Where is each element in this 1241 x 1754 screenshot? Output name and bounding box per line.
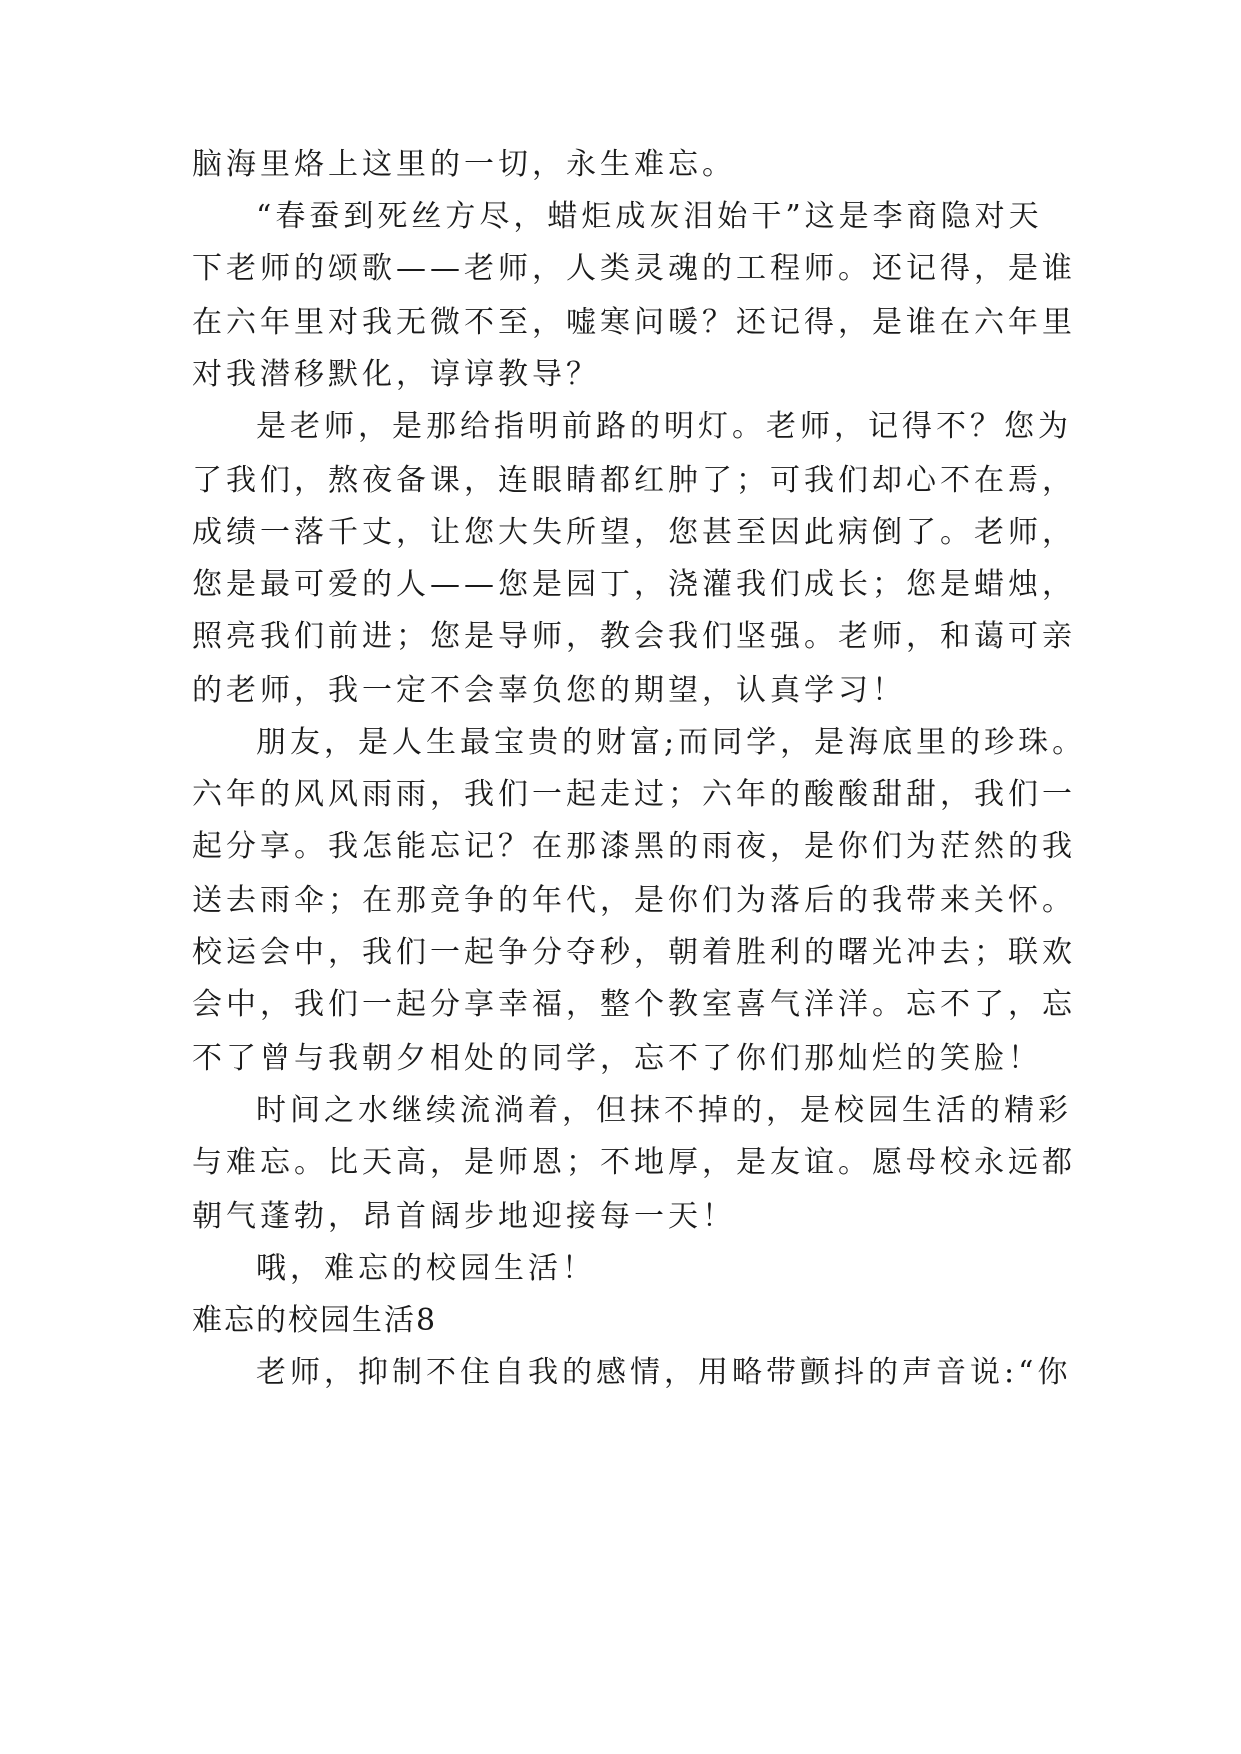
paragraph-line: 对我潜移默化，谆谆教导？	[192, 357, 600, 392]
paragraph-line: 脑海里烙上这里的一切，永生难忘。	[192, 147, 736, 182]
section-heading: 难忘的校园生活8	[192, 1303, 438, 1338]
paragraph-line: 照亮我们前进；您是导师，教会我们坚强。老师，和蔼可亲	[192, 619, 1076, 654]
paragraph-line: 起分享。我怎能忘记？在那漆黑的雨夜，是你们为茫然的我	[192, 829, 1076, 864]
paragraph-line: 您是最可爱的人——您是园丁，浇灌我们成长；您是蜡烛，	[192, 567, 1076, 602]
paragraph-line: 了我们，熬夜备课，连眼睛都红肿了；可我们却心不在焉，	[192, 463, 1076, 498]
paragraph-line: 校运会中，我们一起争分夺秒，朝着胜利的曙光冲去；联欢	[192, 935, 1076, 970]
paragraph-line: 的老师，我一定不会辜负您的期望，认真学习！	[192, 673, 906, 708]
paragraph-line: 成绩一落千丈，让您大失所望，您甚至因此病倒了。老师，	[192, 515, 1076, 550]
paragraph-line: 哦，难忘的校园生活！	[256, 1251, 596, 1286]
paragraph-line: 老师，抑制不住自我的感情，用略带颤抖的声音说:“你	[256, 1355, 1072, 1390]
paragraph-line: 下老师的颂歌——老师，人类灵魂的工程师。还记得，是谁	[192, 251, 1076, 286]
paragraph-line: 时间之水继续流淌着，但抹不掉的，是校园生活的精彩	[256, 1093, 1072, 1128]
paragraph-line: 六年的风风雨雨，我们一起走过；六年的酸酸甜甜，我们一	[192, 777, 1076, 812]
paragraph-line: 送去雨伞；在那竞争的年代，是你们为落后的我带来关怀。	[192, 883, 1076, 918]
paragraph-line: 与难忘。比天高，是师恩；不地厚，是友谊。愿母校永远都	[192, 1145, 1076, 1180]
paragraph-line: 在六年里对我无微不至，嘘寒问暖？还记得，是谁在六年里	[192, 305, 1076, 340]
paragraph-line: 是老师，是那给指明前路的明灯。老师，记得不？您为	[256, 409, 1072, 444]
paragraph-line: “春蚕到死丝方尽，蜡炬成灰泪始干”这是李商隐对天	[256, 199, 1043, 234]
paragraph-line: 会中，我们一起分享幸福，整个教室喜气洋洋。忘不了，忘	[192, 987, 1076, 1022]
paragraph-line: 朋友，是人生最宝贵的财富;而同学，是海底里的珍珠。	[256, 725, 1087, 760]
paragraph-line: 朝气蓬勃，昂首阔步地迎接每一天！	[192, 1199, 736, 1234]
paragraph-line: 不了曾与我朝夕相处的同学，忘不了你们那灿烂的笑脸！	[192, 1041, 1042, 1076]
